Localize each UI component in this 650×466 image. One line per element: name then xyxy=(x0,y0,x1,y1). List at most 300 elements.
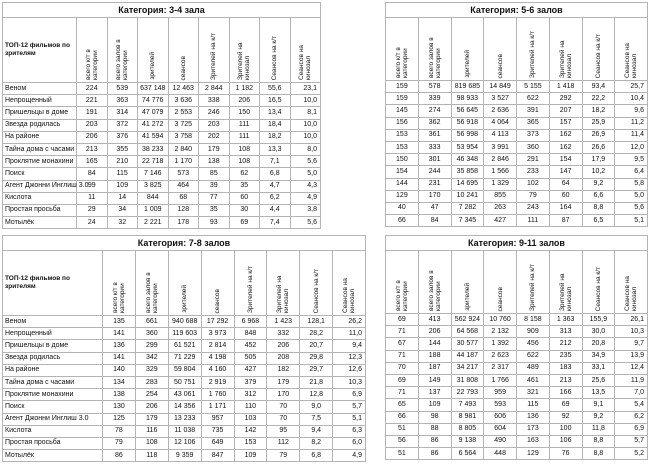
table-cell: 4,4 xyxy=(260,204,291,216)
table-cell: 85 xyxy=(199,168,230,180)
table-cell: 70 xyxy=(267,413,300,425)
table-cell: 2 623 xyxy=(484,350,517,362)
table-cell: 959 xyxy=(484,387,517,399)
table-cell: 360 xyxy=(135,328,168,340)
table-cell: 8,2 xyxy=(300,437,333,449)
column-header-label: зрителей xyxy=(463,283,471,311)
table-cell: 145 xyxy=(386,105,419,117)
table-cell: 18,2 xyxy=(582,105,615,117)
table-cell: 213 xyxy=(77,143,108,155)
table-cell: 539 xyxy=(107,83,138,95)
film-name: Звезда родилась xyxy=(3,119,77,131)
table-row xyxy=(3,413,366,425)
table-cell: 41 594 xyxy=(138,131,169,143)
table-cell: 5,7 xyxy=(615,435,648,447)
table-cell: 283 xyxy=(135,376,168,388)
table-row xyxy=(3,143,321,155)
category-title: Категория: 3-4 зала xyxy=(3,3,321,18)
table-cell: 338 xyxy=(199,95,230,107)
table-cell: 379 xyxy=(234,376,267,388)
column-header xyxy=(260,18,291,83)
table-row xyxy=(3,401,366,413)
column-header xyxy=(290,18,321,83)
table-cell: 490 xyxy=(484,435,517,447)
table-cell: 29 xyxy=(77,204,108,216)
table-cell: 1 760 xyxy=(201,389,234,401)
film-name: Непрощенный xyxy=(3,328,103,340)
table-cell: 7,1 xyxy=(260,156,291,168)
column-header-label: Зрителей на к/т xyxy=(210,33,218,80)
table-cell: 13,3 xyxy=(260,143,291,155)
column-header-label: зрителей xyxy=(149,52,157,80)
table-cell: 2 221 xyxy=(138,217,169,229)
category-table xyxy=(2,2,321,229)
table-cell: 138 xyxy=(199,156,230,168)
column-header-label: всего к/т в категории xyxy=(111,282,126,313)
table-cell: 179 xyxy=(267,376,300,388)
table-cell: 39 xyxy=(199,180,230,192)
table-cell: 59 804 xyxy=(168,364,201,376)
table-cell: 31 808 xyxy=(451,374,484,386)
table-cell: 79 xyxy=(103,437,136,449)
table-cell: 606 xyxy=(484,411,517,423)
table-cell: 106 xyxy=(549,435,582,447)
film-name: Пришельцы в доме xyxy=(3,107,77,119)
table-cell: 71 xyxy=(386,350,419,362)
table-cell: 1 566 xyxy=(484,166,517,178)
table-cell: 8,0 xyxy=(290,143,321,155)
table-cell: 5 155 xyxy=(517,81,550,93)
table-cell: 206 xyxy=(418,326,451,338)
table-cell: 7,0 xyxy=(615,387,648,399)
table-cell: 2 840 xyxy=(168,143,199,155)
column-header-label: всего к/т в категории xyxy=(394,47,409,78)
film-name: Тайна дома с часами xyxy=(3,376,103,388)
table-cell: 40 xyxy=(386,202,419,214)
table-cell: 86 xyxy=(418,448,451,460)
table-cell: 144 xyxy=(386,178,419,190)
table-cell: 14 356 xyxy=(168,401,201,413)
table-cell: 173 xyxy=(517,423,550,435)
column-header xyxy=(135,251,168,316)
table-cell: 622 xyxy=(517,350,550,362)
category-title: Категория: 9-11 залов xyxy=(386,236,648,251)
table-cell: 8 805 xyxy=(451,423,484,435)
table-cell: 489 xyxy=(517,362,550,374)
table-cell: 355 xyxy=(107,143,138,155)
table-cell: 147 xyxy=(549,166,582,178)
table-cell: 140 xyxy=(103,364,136,376)
table-cell: 339 xyxy=(418,93,451,105)
table-row xyxy=(3,204,321,216)
table-cell: 99 xyxy=(77,180,108,192)
table-cell: 7,5 xyxy=(300,413,333,425)
table-cell: 9,7 xyxy=(615,338,648,350)
table-cell: 649 xyxy=(201,437,234,449)
table-cell: 1 392 xyxy=(484,338,517,350)
table-cell: 11,2 xyxy=(615,117,648,129)
table-cell: 53 954 xyxy=(451,141,484,153)
table-cell: 16,5 xyxy=(260,95,291,107)
table-cell: 149 xyxy=(418,374,451,386)
column-header-label: Зрителей на кинозал xyxy=(558,40,573,78)
film-name: Тайна дома с часами xyxy=(3,143,77,155)
table-cell: 373 xyxy=(517,129,550,141)
table-cell: 6,4 xyxy=(615,166,648,178)
column-header xyxy=(168,18,199,83)
table-cell: 10,4 xyxy=(615,93,648,105)
table-cell: 14 695 xyxy=(451,178,484,190)
table-cell: 35 xyxy=(199,204,230,216)
table-cell: 3 825 xyxy=(138,180,169,192)
category-title: Категория: 7-8 залов xyxy=(3,236,366,251)
table-row xyxy=(386,387,648,399)
table-cell: 8,8 xyxy=(582,448,615,460)
column-header xyxy=(201,251,234,316)
column-header-label: сеансов xyxy=(496,286,504,311)
table-row xyxy=(3,217,321,229)
table-cell: 66 xyxy=(386,411,419,423)
table-cell: 254 xyxy=(135,389,168,401)
table-cell: 2 844 xyxy=(199,83,230,95)
table-cell: 115 xyxy=(107,168,138,180)
table-cell: 637 148 xyxy=(138,83,169,95)
column-header-label: Зрителей на к/т xyxy=(246,266,254,313)
table-cell: 10,3 xyxy=(333,376,366,388)
table-cell: 291 xyxy=(517,154,550,166)
table-cell: 363 xyxy=(107,95,138,107)
table-cell: 208 xyxy=(267,352,300,364)
column-header-label: всего залов в категории xyxy=(115,39,130,80)
table-cell: 93,4 xyxy=(582,81,615,93)
table-cell: 22 718 xyxy=(138,156,169,168)
table-cell: 34,9 xyxy=(582,350,615,362)
table-cell: 206 xyxy=(229,95,260,107)
table-row xyxy=(386,178,648,190)
table-cell: 12 463 xyxy=(168,83,199,95)
table-cell: 33,1 xyxy=(582,362,615,374)
table-cell: 312 xyxy=(234,389,267,401)
table-row xyxy=(386,93,648,105)
table-cell: 26,6 xyxy=(582,141,615,153)
table-cell: 25,6 xyxy=(582,374,615,386)
table-cell: 6,2 xyxy=(260,192,291,204)
column-header-label: Зрителей на к/т xyxy=(529,264,537,311)
table-cell: 14 xyxy=(107,192,138,204)
table-cell: 9,6 xyxy=(615,105,648,117)
table-cell: 8 158 xyxy=(517,314,550,326)
table-cell: 50 751 xyxy=(168,376,201,388)
table-cell: 6,0 xyxy=(333,437,366,449)
table-row xyxy=(3,180,321,192)
table-cell: 3 636 xyxy=(168,95,199,107)
column-header-label: всего к/т в категории xyxy=(394,280,409,311)
table-cell: 153 xyxy=(386,141,419,153)
table-cell: 8,8 xyxy=(582,435,615,447)
table-cell: 100 xyxy=(549,423,582,435)
table-row xyxy=(3,156,321,168)
table-cell: 182 xyxy=(267,364,300,376)
table-cell: 5,6 xyxy=(615,202,648,214)
table-cell: 26,9 xyxy=(582,129,615,141)
table-cell: 505 xyxy=(234,352,267,364)
table-cell: 187 xyxy=(418,362,451,374)
table-cell: 1 171 xyxy=(201,401,234,413)
table-cell: 92 xyxy=(549,411,582,423)
table-cell: 4,7 xyxy=(260,180,291,192)
table-cell: 578 xyxy=(418,81,451,93)
table-row xyxy=(386,105,648,117)
table-row xyxy=(3,131,321,143)
film-name: Кислота xyxy=(3,425,103,437)
column-header xyxy=(582,251,615,314)
column-header xyxy=(418,18,451,81)
table-cell: 461 xyxy=(517,374,550,386)
column-header xyxy=(451,18,484,81)
table-cell: 56 645 xyxy=(451,105,484,117)
table-cell: 142 xyxy=(234,425,267,437)
table-cell: 20,8 xyxy=(582,338,615,350)
table-cell: 179 xyxy=(135,413,168,425)
table-cell: 11,9 xyxy=(615,374,648,386)
table-cell: 166 xyxy=(549,387,582,399)
table-row xyxy=(386,117,648,129)
table-cell: 154 xyxy=(386,166,419,178)
table-cell: 2 553 xyxy=(168,107,199,119)
table-cell: 206 xyxy=(267,340,300,352)
table-cell: 333 xyxy=(418,141,451,153)
table-cell: 18,2 xyxy=(260,131,291,143)
column-header-label: Зрителей на кинозал xyxy=(237,42,252,80)
table-cell: 14 849 xyxy=(484,81,517,93)
table-cell: 30 xyxy=(229,204,260,216)
table-cell: 4 064 xyxy=(484,117,517,129)
corner-label: ТОП-12 фильмов по зрителям xyxy=(3,18,77,83)
film-name: Простая просьба xyxy=(3,204,77,216)
table-row xyxy=(3,389,366,401)
table-cell: 5,8 xyxy=(615,178,648,190)
table-cell: 191 xyxy=(77,107,108,119)
table-cell: 957 xyxy=(201,413,234,425)
table-cell: 9,1 xyxy=(582,399,615,411)
table-row xyxy=(386,81,648,93)
table-cell: 87 xyxy=(549,215,582,227)
table-cell: 112 xyxy=(267,437,300,449)
table-cell: 128 xyxy=(168,204,199,216)
table-cell: 51 xyxy=(386,448,419,460)
table-cell: 244 xyxy=(418,166,451,178)
column-header xyxy=(138,18,169,83)
table-cell: 17 292 xyxy=(201,316,234,328)
table-cell: 21,8 xyxy=(300,376,333,388)
film-name: Мотылёк xyxy=(3,217,77,229)
table-cell: 11 xyxy=(77,192,108,204)
table-cell: 32 xyxy=(107,217,138,229)
table-cell: 136 xyxy=(103,340,136,352)
corner-label: ТОП-12 фильмов по зрителям xyxy=(3,251,103,316)
table-cell: 64 xyxy=(549,178,582,190)
film-name: На районе xyxy=(3,131,77,143)
column-header-label: Сеансов на кинозал xyxy=(624,43,639,78)
table-cell: 159 xyxy=(386,81,419,93)
table-cell: 6,8 xyxy=(300,450,333,462)
table-cell: 64 568 xyxy=(451,326,484,338)
column-header xyxy=(484,251,517,314)
table-cell: 2 814 xyxy=(201,340,234,352)
table-cell: 212 xyxy=(549,338,582,350)
table-cell: 206 xyxy=(135,401,168,413)
table-cell: 361 xyxy=(418,129,451,141)
table-cell: 661 xyxy=(135,316,168,328)
table-cell: 224 xyxy=(77,83,108,95)
column-header-label: Зрителей на кинозал xyxy=(558,273,573,311)
film-name: Поиск xyxy=(3,168,77,180)
table-row xyxy=(386,166,648,178)
table-row xyxy=(386,326,648,338)
table-cell: 448 xyxy=(484,448,517,460)
column-header-label: Сеансов на к/т xyxy=(271,35,279,80)
column-header-label: Сеансов на кинозал xyxy=(624,276,639,311)
table-cell: 1 363 xyxy=(549,314,582,326)
table-cell: 71 xyxy=(386,326,419,338)
table-cell: 108 xyxy=(135,437,168,449)
table-cell: 159 xyxy=(386,93,419,105)
table-cell: 79 xyxy=(267,450,300,462)
table-cell: 456 xyxy=(517,338,550,350)
table-cell: 7 282 xyxy=(451,202,484,214)
table-cell: 41 272 xyxy=(138,119,169,131)
column-header xyxy=(549,251,582,314)
table-cell: 164 xyxy=(549,202,582,214)
table-cell: 313 xyxy=(549,326,582,338)
table-cell: 2 846 xyxy=(484,154,517,166)
category-table xyxy=(2,235,366,462)
table-cell: 69 xyxy=(386,374,419,386)
column-header xyxy=(168,251,201,316)
table-cell: 299 xyxy=(135,340,168,352)
table-cell: 855 xyxy=(484,190,517,202)
table-cell: 11,0 xyxy=(333,328,366,340)
table-cell: 28,2 xyxy=(300,328,333,340)
table-cell: 819 685 xyxy=(451,81,484,93)
table-cell: 69 xyxy=(549,399,582,411)
table-cell: 125 xyxy=(103,413,136,425)
table-cell: 5,4 xyxy=(615,399,648,411)
table-cell: 10,2 xyxy=(582,166,615,178)
column-header xyxy=(549,18,582,81)
table-row xyxy=(386,350,648,362)
table-cell: 4 160 xyxy=(201,364,234,376)
film-name: Кислота xyxy=(3,192,77,204)
table-cell: 157 xyxy=(549,117,582,129)
table-cell: 135 xyxy=(103,316,136,328)
table-cell: 38 233 xyxy=(138,143,169,155)
table-cell: 10,0 xyxy=(290,131,321,143)
table-row xyxy=(3,364,366,376)
table-cell: 25,7 xyxy=(615,81,648,93)
table-cell: 110 xyxy=(234,401,267,413)
table-row xyxy=(3,168,321,180)
table-cell: 2 317 xyxy=(484,362,517,374)
table-cell: 12,3 xyxy=(333,352,366,364)
table-cell: 43 061 xyxy=(168,389,201,401)
table-cell: 301 xyxy=(418,154,451,166)
table-cell: 144 xyxy=(418,338,451,350)
column-header xyxy=(234,251,267,316)
table-cell: 207 xyxy=(549,105,582,117)
table-cell: 34 xyxy=(107,204,138,216)
table-cell: 6,5 xyxy=(582,215,615,227)
table-cell: 56 918 xyxy=(451,117,484,129)
table-cell: 130 xyxy=(103,401,136,413)
film-name: Веном xyxy=(3,83,77,95)
table-cell: 940 688 xyxy=(168,316,201,328)
category-table xyxy=(385,235,648,460)
column-header xyxy=(77,18,108,83)
table-cell: 12,0 xyxy=(615,141,648,153)
table-cell: 65 xyxy=(386,399,419,411)
table-cell: 3 991 xyxy=(484,141,517,153)
table-row xyxy=(386,435,648,447)
table-cell: 847 xyxy=(201,450,234,462)
table-cell: 51 xyxy=(386,423,419,435)
table-cell: 20,7 xyxy=(300,340,333,352)
table-cell: 844 xyxy=(138,192,169,204)
table-cell: 98 xyxy=(418,411,451,423)
table-cell: 622 xyxy=(517,93,550,105)
table-cell: 4,3 xyxy=(290,180,321,192)
table-cell: 22 793 xyxy=(451,387,484,399)
column-header-label: сеансов xyxy=(214,288,222,313)
table-cell: 6,2 xyxy=(615,411,648,423)
table-cell: 128,1 xyxy=(300,316,333,328)
table-cell: 68 xyxy=(168,192,199,204)
table-cell: 11 038 xyxy=(168,425,201,437)
panel-7-8 xyxy=(2,235,366,462)
table-cell: 23,1 xyxy=(290,83,321,95)
table-cell: 4 113 xyxy=(484,129,517,141)
film-name: Простая просьба xyxy=(3,437,103,449)
table-cell: 22,2 xyxy=(582,93,615,105)
film-name: Агент Джонни Инглиш 3.0 xyxy=(3,180,77,192)
column-header-label: Зрителей на кинозал xyxy=(276,275,291,313)
column-header xyxy=(333,251,366,316)
table-row xyxy=(386,423,648,435)
table-cell: 61 521 xyxy=(168,340,201,352)
table-cell: 1 009 xyxy=(138,204,169,216)
film-name: Агент Джонни Инглиш 3.0 xyxy=(3,413,103,425)
table-cell: 332 xyxy=(267,328,300,340)
column-header xyxy=(615,251,648,314)
table-cell: 360 xyxy=(517,141,550,153)
table-cell: 103 xyxy=(234,413,267,425)
table-cell: 165 xyxy=(77,156,108,168)
table-cell: 12,8 xyxy=(300,389,333,401)
table-cell: 78 xyxy=(103,425,136,437)
table-cell: 18,4 xyxy=(260,119,291,131)
table-cell: 427 xyxy=(484,215,517,227)
table-cell: 162 xyxy=(549,141,582,153)
table-cell: 30,0 xyxy=(582,326,615,338)
table-cell: 372 xyxy=(107,119,138,131)
film-name: Поиск xyxy=(3,401,103,413)
column-header-label: Зрителей на к/т xyxy=(529,31,537,78)
table-row xyxy=(386,399,648,411)
column-header-label: Сеансов на к/т xyxy=(312,268,320,313)
column-header-label: Сеансов на к/т xyxy=(594,33,602,78)
table-cell: 88 xyxy=(418,423,451,435)
column-header-label: Сеансов на кинозал xyxy=(342,278,357,313)
